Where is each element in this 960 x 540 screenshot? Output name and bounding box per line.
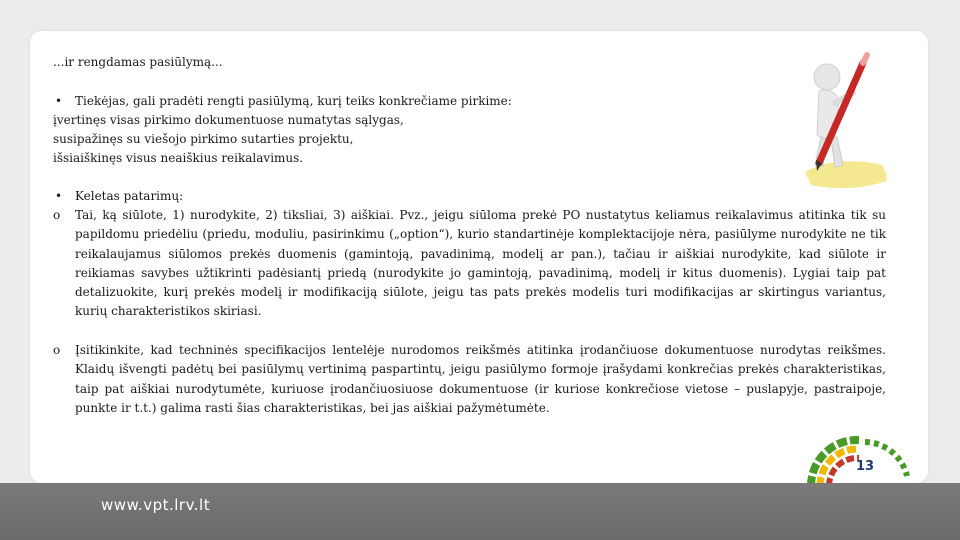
section1-lead: Tiekėjas, gali pradėti rengti pasiūlymą, kurį teiks konkrečiame pirkime: [75,94,512,108]
sub-bullet-icon: o [53,343,61,357]
sub-bullet-icon: o [53,208,61,222]
section3-text: Įsitikinkite, kad techninės specifikacijos lentelėje nurodomos reikšmės atitinka įrodančiuose dokumentuose nurodytas reikšmes. Klaidų išvengti padėtų bei pasiūlymų vertinimą paspartintų, jeigu pasiūlymo formoje įrašydami konkrečias prekės charakteristikas, taip pat aiškiai nurodytumėte, kuriuose įrodančiuosiuose dokumentuose (ir kuriose konkrečiose vietose – puslapyje, pastraipoje, punkte ir t.t.) galima rasti šias charakteristikas, bei jas aiškiai pažymėtumėte. [75,343,886,415]
page-number: 13 [856,459,875,474]
section1-line: susipažinęs su viešojo pirkimo sutarties projektu, [53,132,354,146]
footer-url-link[interactable]: www.vpt.lrv.lt [101,496,211,514]
section2-text: Tai, ką siūlote, 1) nurodykite, 2) tiksliai, 3) aiškiai. Pvz., jeigu siūloma prekė PO nustatytus keliamus reikalavimus atitinka tik su papildomu priedėliu (priedu, moduliu, pasirinkimu („option“), kurio standartinėje komplektacijoje nėra, pasiūlyme nurodykite ne tik reikalaujamus siūlomos prekės duomenis (gamintoją, pavadinimą, modelį ar pan.), tačiau ir aiškiai nurodykite, kad siūlote ir reikiamas savybes užtikrinti padėsiantį priedą (nurodykite jo gamintoją, pavadinimą, modelį ir kitus duomenis). Lygiai taip pat detalizuokite, kurį prekės modelį ir modifikaciją siūlote, jeigu tas pats prekės modelis turi modifikacijas ar skirtingus variantus, kurių charakteristikos skiriasi. [75,208,886,319]
section2-lead: Keletas patarimų: [75,189,184,203]
section1-line: įvertinęs visas pirkimo dokumentuose numatytas sąlygas, [53,113,404,127]
section1-line: išsiaiškinęs visus neaiškius reikalavimus. [53,151,304,165]
footer-bar [0,483,960,540]
bullet-icon: • [55,189,63,203]
person-with-pencil-icon [795,47,895,197]
bullet-icon: • [55,94,63,108]
slide-title: ...ir rengdamas pasiūlymą... [53,55,223,69]
